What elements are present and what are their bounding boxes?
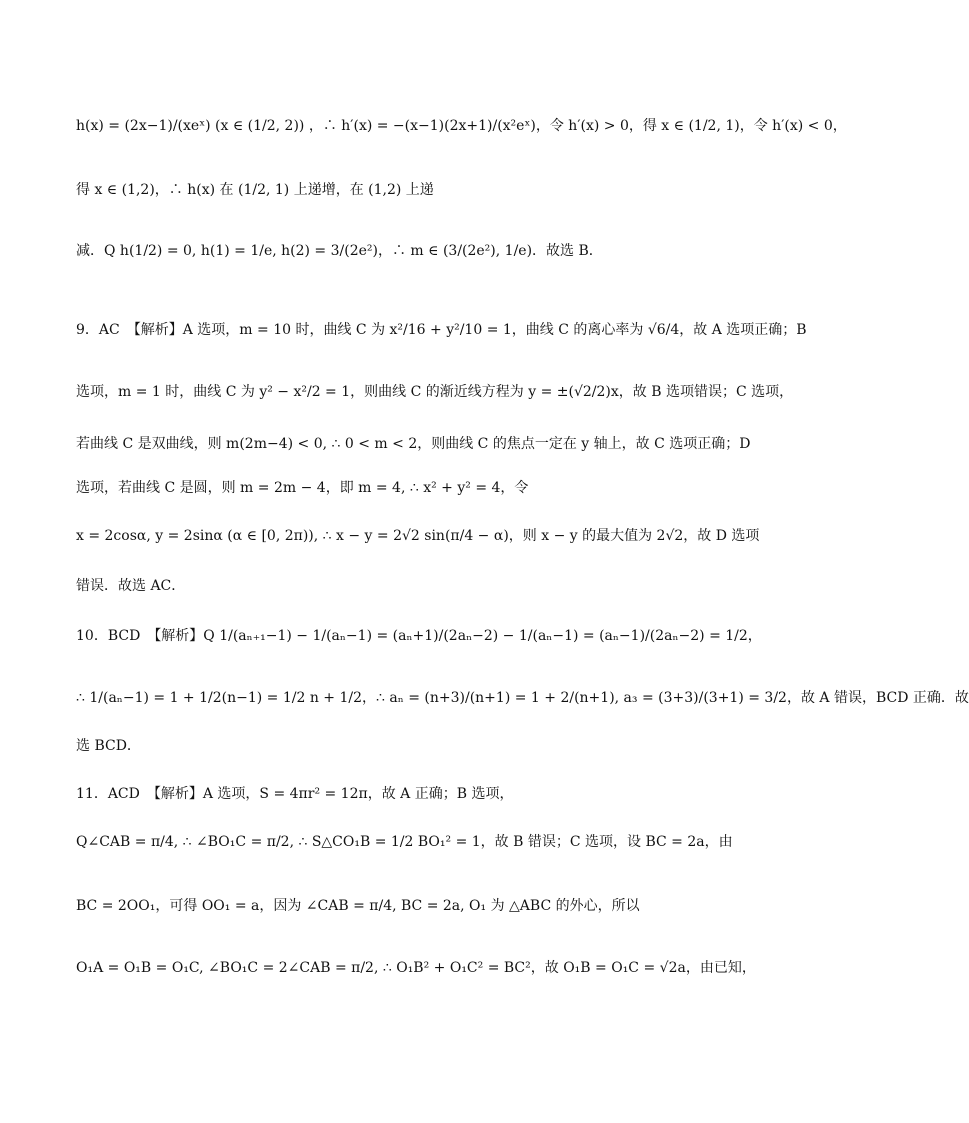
text-line-content: h(x) = (2x−1)/(xeˣ) (x ∈ (1/2, 2)) ，∴ h′(x) = −(x−1)(2x+1)/(x²eˣ)，令 h′(x) > 0，得 x ∈ (1/2, 1)，令 h′(x) < 0， (76, 118, 847, 134)
text-line-content: 得 x ∈ (1,2)，∴ h(x) 在 (1/2, 1) 上递增，在 (1,2) 上递 (76, 182, 434, 198)
text-line-content: Q∠CAB = π/4, ∴ ∠BO₁C = π/2, ∴ S△CO₁B = 1/2 BO₁² = 1，故 B 错误；C 选项，设 BC = 2a，由 (76, 834, 733, 850)
text-line (76, 434, 754, 454)
text-line (76, 688, 969, 708)
text-line (76, 180, 754, 200)
text-line-content: 10．BCD 【解析】Q 1/(aₙ₊₁−1) − 1/(aₙ−1) = (aₙ+1)/(2aₙ−2) − 1/(aₙ−1) = (aₙ−1)/(2aₙ−2) = 1/2， (76, 628, 762, 644)
text-line (76, 526, 760, 546)
text-line-content: 减．Q h(1/2) = 0, h(1) = 1/e, h(2) = 3/(2e²)，∴ m ∈ (3/(2e²), 1/e)．故选 B． (76, 243, 603, 259)
text-line-content: 11．ACD 【解析】A 选项，S = 4πr² = 12π，故 A 正确；B 选项， (76, 786, 514, 802)
text-line-content: 错误．故选 AC． (76, 578, 186, 594)
text-line (76, 736, 754, 756)
text-line (76, 832, 754, 852)
text-line (76, 241, 754, 261)
text-line (76, 576, 754, 596)
text-line-content: 9．AC 【解析】A 选项，m = 10 时，曲线 C 为 x²/16 + y²/10 = 1，曲线 C 的离心率为 √6/4，故 A 选项正确；B (76, 322, 807, 338)
text-line-content: O₁A = O₁B = O₁C, ∠BO₁C = 2∠CAB = π/2, ∴ O₁B² + O₁C² = BC²，故 O₁B = O₁C = √2a，由已知， (76, 960, 756, 976)
text-line-content: 若曲线 C 是双曲线，则 m(2m−4) < 0, ∴ 0 < m < 2，则曲线 C 的焦点一定在 y 轴上，故 C 选项正确；D (76, 436, 751, 452)
text-line-content: ∴ 1/(aₙ−1) = 1 + 1/2(n−1) = 1/2 n + 1/2，∴ aₙ = (n+3)/(n+1) = 1 + 2/(n+1), a₃ = (3+3)/(3+1) = 3/2，故 A 错误，BCD 正确．故 (76, 690, 969, 706)
text-line (76, 320, 807, 340)
text-line (76, 784, 754, 804)
text-line-content: 选 BCD． (76, 738, 141, 754)
text-line (76, 896, 754, 916)
text-line (76, 116, 847, 136)
text-line-content: 选项，m = 1 时，曲线 C 为 y² − x²/2 = 1，则曲线 C 的渐近线方程为 y = ±(√2/2)x，故 B 选项错误；C 选项， (76, 384, 794, 400)
text-line (76, 382, 794, 402)
text-line (76, 478, 754, 498)
text-line-content: x = 2cosα, y = 2sinα (α ∈ [0, 2π)), ∴ x − y = 2√2 sin(π/4 − α)，则 x − y 的最大值为 2√2，故 D 选项 (76, 528, 760, 544)
text-line-content: 选项，若曲线 C 是圆，则 m = 2m − 4，即 m = 4, ∴ x² + y² = 4，令 (76, 480, 529, 496)
text-line (76, 626, 762, 646)
text-line (76, 958, 754, 978)
text-line-content: BC = 2OO₁，可得 OO₁ = a，因为 ∠CAB = π/4, BC = 2a, O₁ 为 △ABC 的外心，所以 (76, 898, 640, 914)
